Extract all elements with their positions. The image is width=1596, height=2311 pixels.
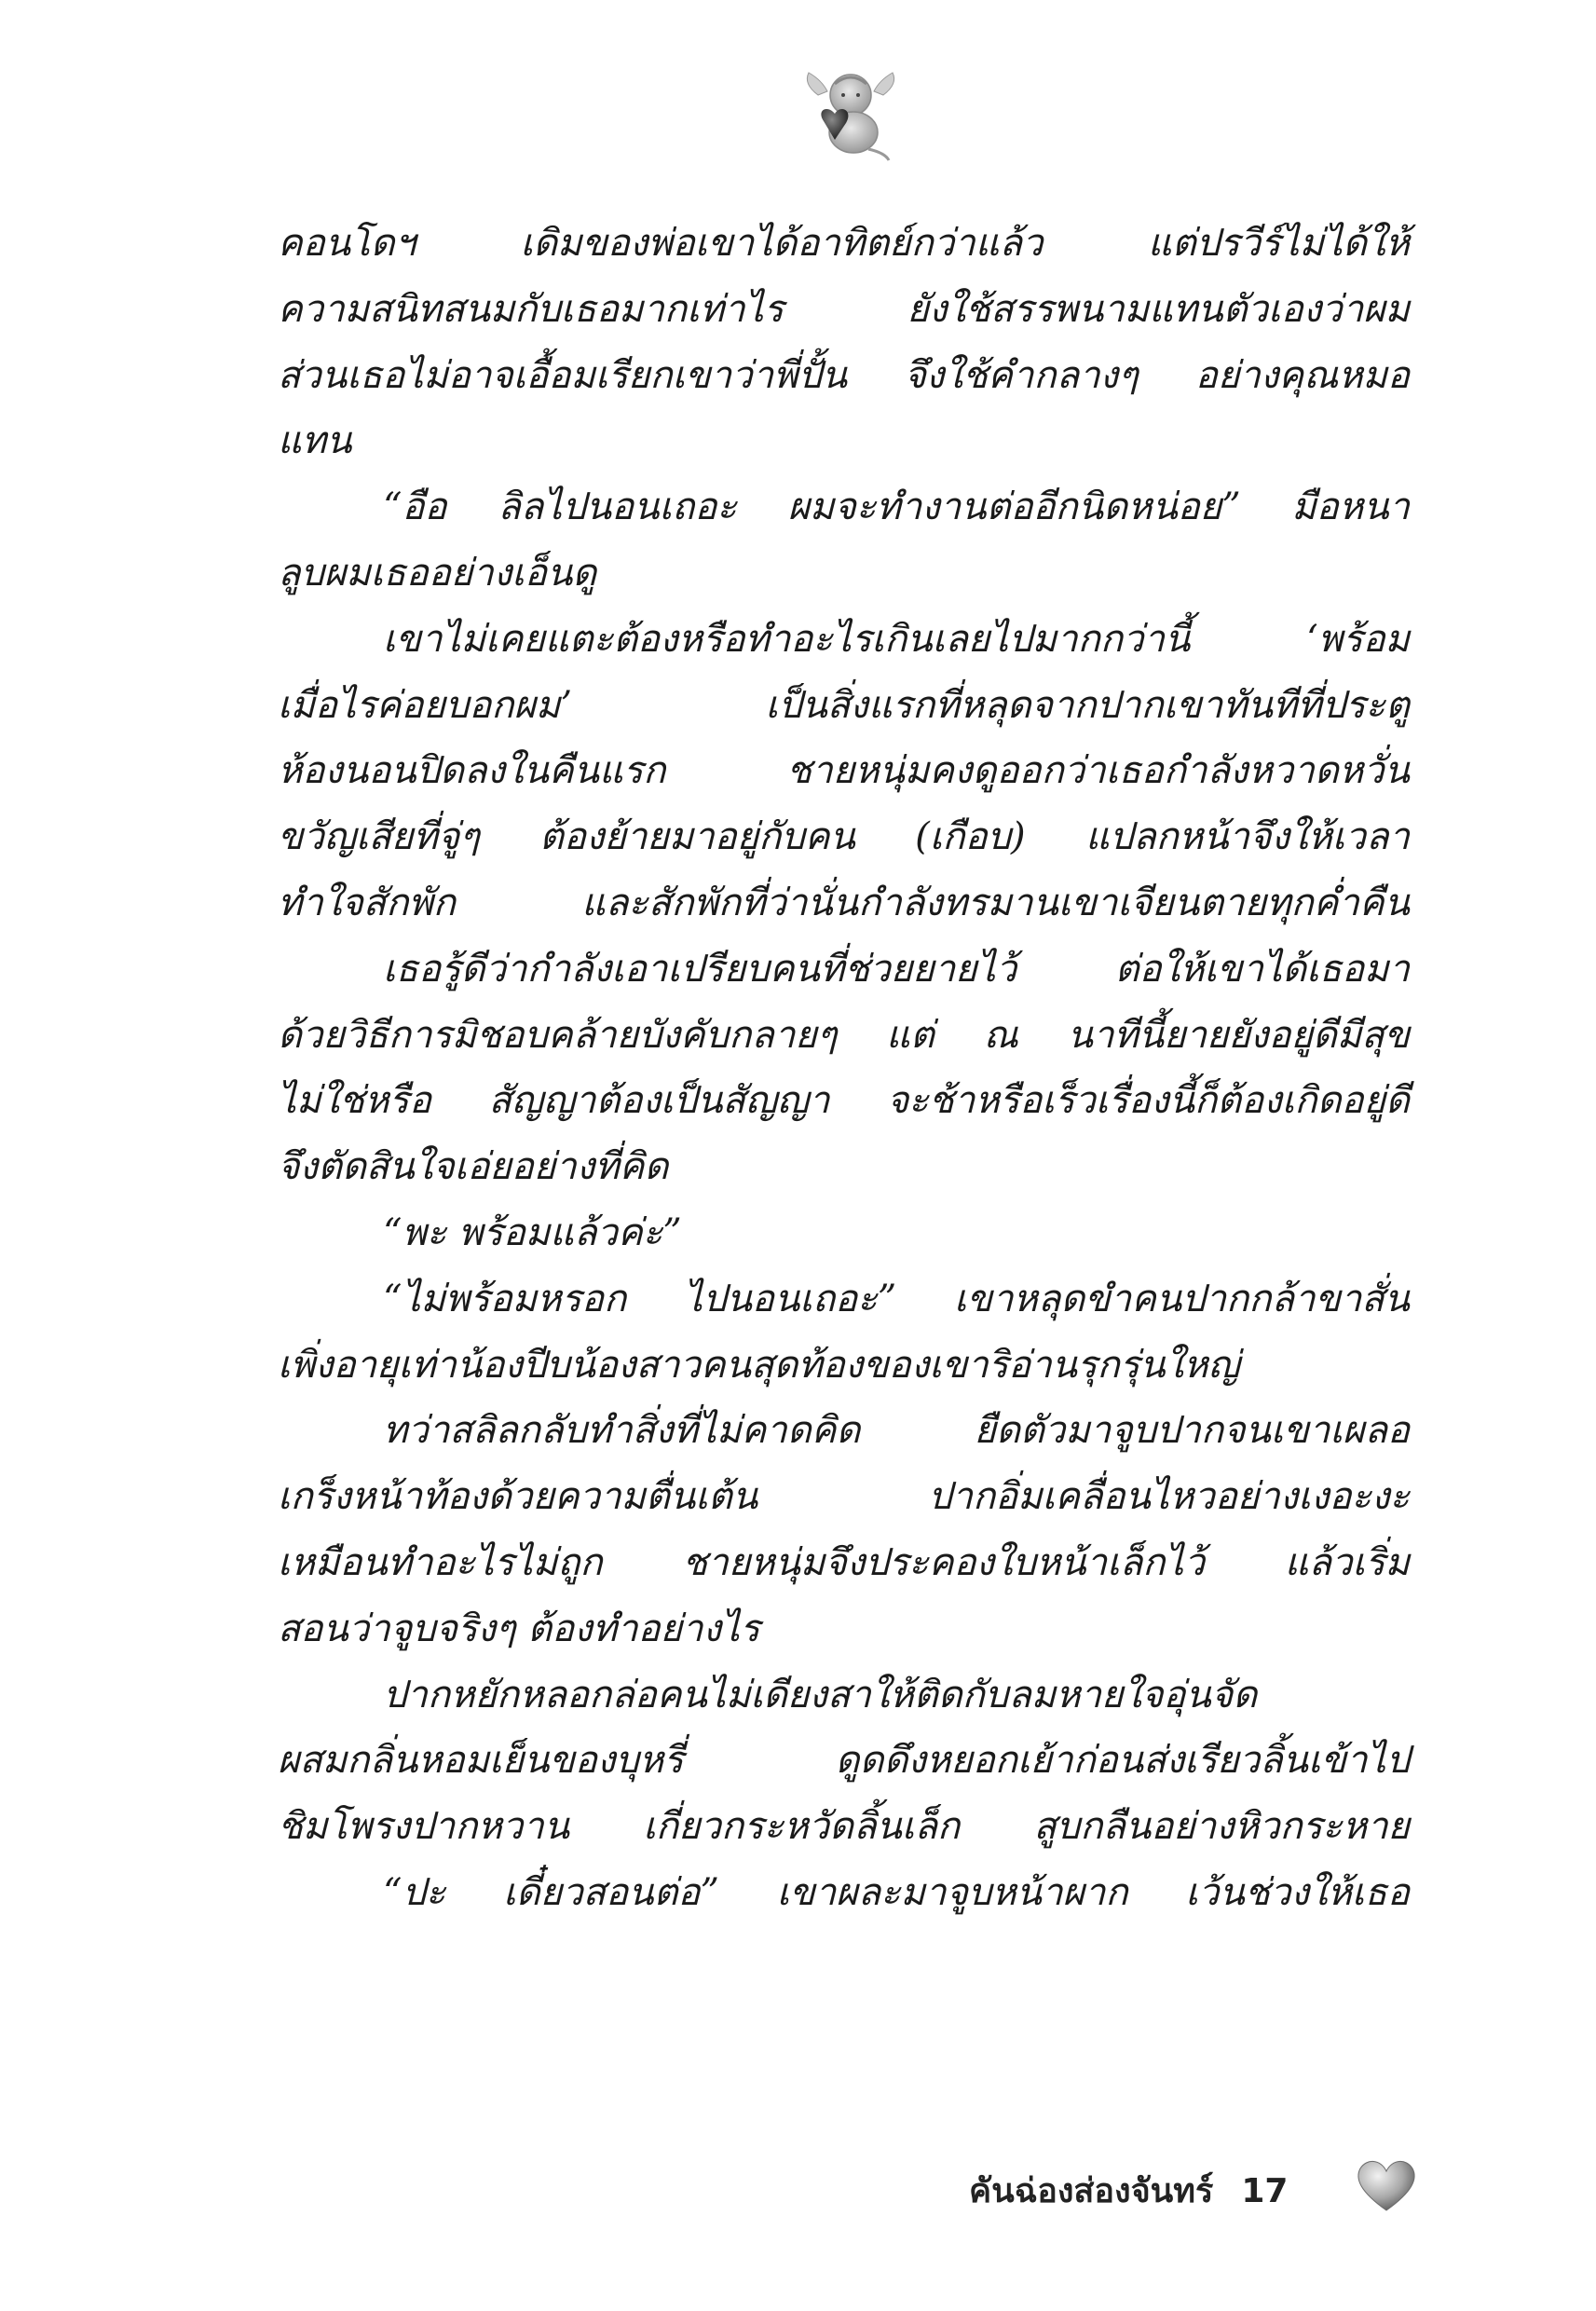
text-line: เกร็งหน้าท้องด้วยความตื่นเต้น ปากอิ่มเคลื่อนไหวอย่างเงอะงะ [278, 1475, 1410, 1519]
text-line: ส่วนเธอไม่อาจเอื้อมเรียกเขาว่าพี่ปั้น จึงใช้คำกลางๆ อย่างคุณหมอ [278, 353, 1410, 397]
text-line: ผสมกลิ่นหอมเย็นของบุหรี่ ดูดดึงหยอกเย้าก่อนส่งเรียวลิ้นเข้าไป [278, 1739, 1410, 1783]
cherub-holding-heart-icon [799, 67, 902, 164]
text-line: ด้วยวิธีการมิชอบคล้ายบังคับกลายๆ แต่ ณ นาทีนี้ยายยังอยู่ดีมีสุข [278, 1013, 1410, 1057]
text-line: “อือ ลิลไปนอนเถอะ ผมจะทำงานต่ออีกนิดหน่อย” มือหนา [383, 485, 1410, 529]
text-line: สอนว่าจูบจริงๆ ต้องทำอย่างไร [278, 1607, 760, 1650]
text-line: ทำใจสักพัก และสักพักที่ว่านั่นกำลังทรมานเขาเจียนตายทุกค่ำคืน [278, 881, 1410, 924]
text-line: เธอรู้ดีว่ากำลังเอาเปรียบคนที่ช่วยยายไว้ ต่อให้เขาได้เธอมา [383, 947, 1410, 991]
text-line: เหมือนทำอะไรไม่ถูก ชายหนุ่มจึงประคองใบหน้าเล็กไว้ แล้วเริ่ม [278, 1540, 1410, 1584]
page-number: 17 [1241, 2172, 1289, 2210]
text-line: เมื่อไรค่อยบอกผม’ เป็นสิ่งแรกที่หลุดจากปากเขาทันทีที่ประตู [278, 683, 1410, 727]
text-line: ห้องนอนปิดลงในคืนแรก ชายหนุ่มคงดูออกว่าเธอกำลังหวาดหวั่น [278, 749, 1410, 793]
text-line: เขาไม่เคยแตะต้องหรือทำอะไรเกินเลยไปมากกว่านี้ ‘พร้อม [383, 617, 1410, 661]
text-line: “พะ พร้อมแล้วค่ะ” [383, 1210, 682, 1254]
text-line: เพิ่งอายุเท่าน้องปีบน้องสาวคนสุดท้องของเขาริอ่านรุกรุ่นใหญ่ [278, 1343, 1240, 1387]
body-text [278, 211, 1410, 1926]
text-line: ไม่ใช่หรือ สัญญาต้องเป็นสัญญา จะช้าหรือเร็วเรื่องนี้ก็ต้องเกิดอยู่ดี [278, 1079, 1410, 1123]
text-line: จึงตัดสินใจเอ่ยอย่างที่คิด [278, 1145, 669, 1189]
text-line: ลูบผมเธออย่างเอ็นดู [278, 551, 597, 595]
text-line: แทน [278, 419, 352, 463]
text-line: “ไม่พร้อมหรอก ไปนอนเถอะ” เขาหลุดขำคนปากกล้าขาสั่น [383, 1277, 1410, 1320]
text-line: ทว่าสลิลกลับทำสิ่งที่ไม่คาดคิด ยืดตัวมาจูบปากจนเขาเผลอ [383, 1409, 1410, 1453]
text-line: ชิมโพรงปากหวาน เกี่ยวกระหวัดลิ้นเล็ก สูบกลืนอย่างหิวกระหาย [278, 1805, 1410, 1849]
heart-icon [1353, 2156, 1420, 2214]
text-line: “ปะ เดี๋ยวสอนต่อ” เขาผละมาจูบหน้าผาก เว้นช่วงให้เธอ [383, 1870, 1410, 1914]
text-line: ขวัญเสียที่จู่ๆ ต้องย้ายมาอยู่กับคน (เกือบ) แปลกหน้าจึงให้เวลา [278, 815, 1410, 859]
book-title: คันฉ่องส่องจันทร์ [969, 2172, 1214, 2210]
text-line: คอนโดฯ เดิมของพ่อเขาได้อาทิตย์กว่าแล้ว แต่ปรวีร์ไม่ได้ให้ [278, 222, 1410, 265]
page-footer [969, 2164, 1288, 2217]
text-line: ปากหยักหลอกล่อคนไม่เดียงสาให้ติดกับลมหายใจอุ่นจัด [383, 1673, 1258, 1716]
text-line: ความสนิทสนมกับเธอมากเท่าไร ยังใช้สรรพนามแทนตัวเองว่าผม [278, 287, 1410, 331]
